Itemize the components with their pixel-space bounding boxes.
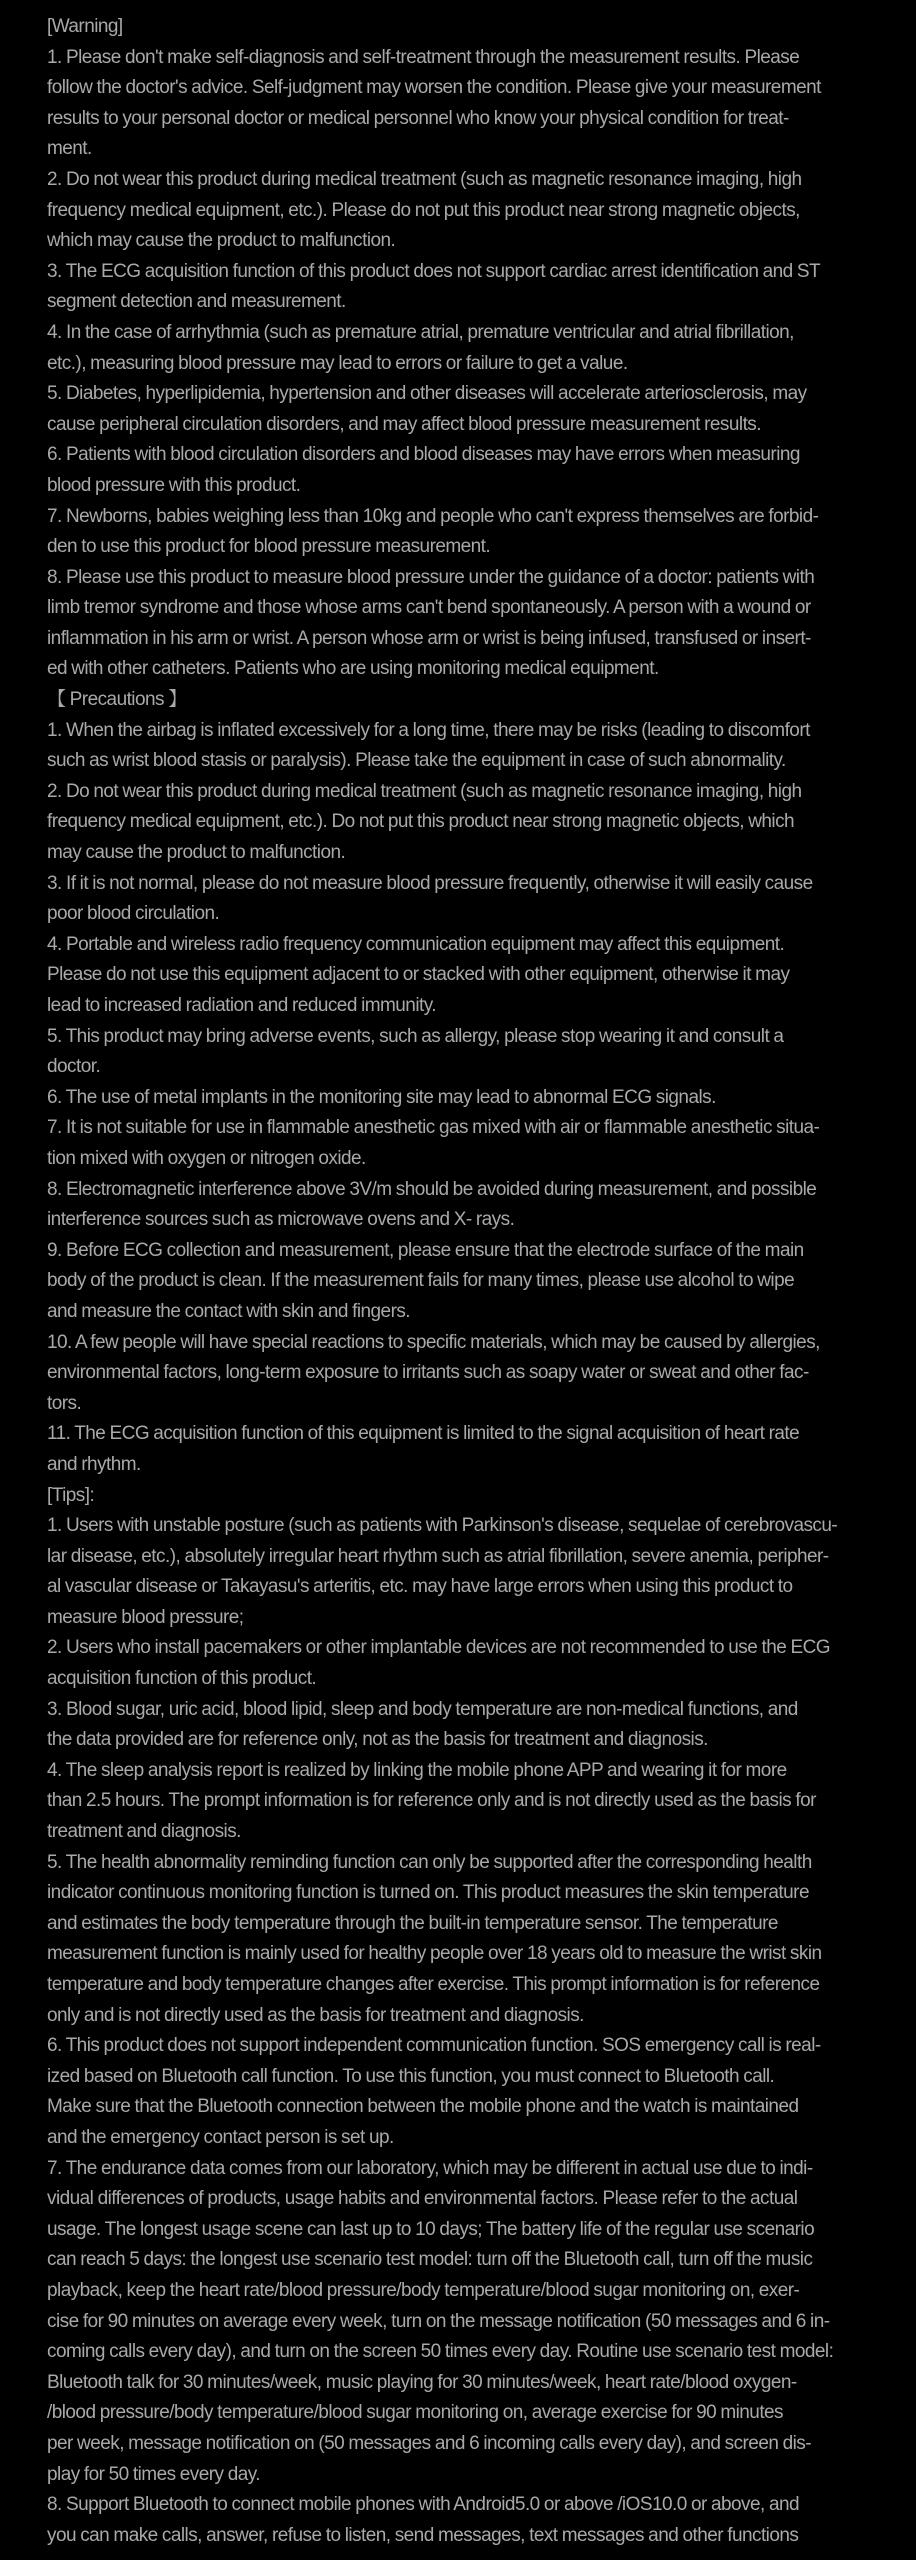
text-line: ment. [47,138,92,160]
text-line: etc.), measuring blood pressure may lead to errors or failure to get a value. [47,352,628,374]
text-line: follow the doctor's advice. Self-judgment may worsen the condition. Please give your measurement [47,77,821,99]
text-line: cise for 90 minutes on average every week, turn on the message notification (50 messages and 6 in- [47,2310,830,2332]
text-line: ed with other catheters. Patients who are using monitoring medical equipment. [47,658,659,680]
text-line: lar disease, etc.), absolutely irregular heart rhythm such as atrial fibrillation, severe anemia, peripher- [47,1545,829,1567]
section-heading-tips: [Tips]: [47,1484,95,1506]
text-line: blood pressure with this product. [47,474,301,496]
text-line: segment detection and measurement. [47,291,346,313]
text-line: 5. Diabetes, hyperlipidemia, hypertension and other diseases will accelerate arteriosclerosis, may [47,383,807,405]
text-line: and estimates the body temperature through the built-in temperature sensor. The temperature [47,1912,778,1934]
text-line: doctor. [47,1056,101,1078]
text-line: acquisition function of this product. [47,1668,317,1690]
text-line: 1. When the airbag is inflated excessively for a long time, there may be risks (leading to discomfort [47,719,810,741]
text-line: 3. If it is not normal, please do not measure blood pressure frequently, otherwise it will easily cause [47,872,813,894]
text-line: 9. Before ECG collection and measurement, please ensure that the electrode surface of the main [47,1239,804,1261]
tips-section [47,1481,877,2552]
text-line: tors. [47,1392,82,1414]
text-line: indicator continuous monitoring function is turned on. This product measures the skin temperature [47,1882,809,1904]
text-line: 6. Patients with blood circulation disorders and blood diseases may have errors when measuring [47,444,800,466]
warning-section [47,12,877,685]
text-line: 4. Portable and wireless radio frequency communication equipment may affect this equipment. [47,933,785,955]
text-line: 5. This product may bring adverse events, such as allergy, please stop wearing it and consult a [47,1025,784,1047]
text-line: lead to increased radiation and reduced immunity. [47,995,436,1016]
text-line: 1. Users with unstable posture (such as patients with Parkinson's disease, sequelae of cerebrovascu- [47,1515,838,1537]
text-line: measure blood pressure; [47,1606,244,1628]
precautions-section [47,685,877,1480]
text-line: 7. It is not suitable for use in flammable anesthetic gas mixed with air or flammable anesthetic situa- [47,1117,820,1139]
text-line: body of the product is clean. If the measurement fails for many times, please use alcohol to wipe [47,1270,795,1292]
text-line: such as wrist blood stasis or paralysis). Please take the equipment in case of such abnormality. [47,750,786,772]
text-line: 8. Please use this product to measure blood pressure under the guidance of a doctor: patients with [47,566,815,588]
text-line: 4. In the case of arrhythmia (such as premature atrial, premature ventricular and atrial fibrillation, [47,321,794,343]
text-line: you can make calls, answer, refuse to listen, send messages, text messages and other functions [47,2524,799,2546]
text-line: 11. The ECG acquisition function of this equipment is limited to the signal acquisition of heart rate [47,1423,800,1445]
text-line: coming calls every day), and turn on the screen 50 times every day. Routine use scenario test model: [47,2341,834,2363]
text-line: 3. Blood sugar, uric acid, blood lipid, sleep and body temperature are non-medical functions, and [47,1698,798,1720]
text-line: 10. A few people will have special reactions to specific materials, which may be caused by allergies, [47,1331,820,1353]
text-line: inflammation in his arm or wrist. A person whose arm or wrist is being infused, transfused or insert- [47,627,811,649]
text-line: 8. Support Bluetooth to connect mobile phones with Android5.0 or above /iOS10.0 or above, and [47,2494,800,2516]
text-line: 4. The sleep analysis report is realized by linking the mobile phone APP and wearing it for more [47,1759,787,1781]
text-line: play for 50 times every day. [47,2463,261,2485]
text-line: limb tremor syndrome and those whose arms can't bend spontaneously. A person with a wound or [47,597,811,619]
text-line: /blood pressure/body temperature/blood sugar monitoring on, average exercise for 90 minutes [47,2402,784,2424]
warning-lines [47,43,877,685]
text-line: may cause the product to malfunction. [47,842,346,864]
text-line: Make sure that the Bluetooth connection between the mobile phone and the watch is maintained [47,2096,799,2118]
text-line: 5. The health abnormality reminding function can only be supported after the corresponding health [47,1851,812,1873]
text-line: and the emergency contact person is set up. [47,2126,394,2148]
text-line: per week, message notification on (50 messages and 6 incoming calls every day), and screen dis- [47,2432,812,2454]
section-heading-precautions: 【 Precautions 】 [47,689,187,711]
text-line: 2. Do not wear this product during medical treatment (such as magnetic resonance imaging, high [47,780,802,802]
text-line: 2. Do not wear this product during medical treatment (such as magnetic resonance imaging, high [47,168,802,190]
text-line: temperature and body temperature changes after exercise. This prompt information is for reference [47,1974,820,1995]
text-line: frequency medical equipment, etc.). Do not put this product near strong magnetic objects, which [47,811,795,833]
text-line: than 2.5 hours. The prompt information is for reference only and is not directly used as the basis for [47,1790,816,1812]
text-line: interference sources such as microwave ovens and X- rays. [47,1209,515,1231]
text-line: 1. Please don't make self-diagnosis and self-treatment through the measurement results. Please [47,46,800,68]
text-line: al vascular disease or Takayasu's arteritis, etc. may have large errors when using this product to [47,1576,793,1598]
text-line: 6. This product does not support independent communication function. SOS emergency call is real- [47,2035,821,2057]
text-line: the data provided are for reference only, not as the basis for treatment and diagnosis. [47,1729,708,1751]
text-line: den to use this product for blood pressure measurement. [47,536,491,558]
text-line: results to your personal doctor or medical personnel who know your physical condition for treat- [47,107,789,129]
text-line: only and is not directly used as the basis for treatment and diagnosis. [47,2004,584,2026]
text-line: frequency medical equipment, etc.). Please do not put this product near strong magnetic objects, [47,199,800,221]
text-line: vidual differences of products, usage habits and environmental factors. Please refer to the actual [47,2188,798,2210]
text-line: 2. Users who install pacemakers or other implantable devices are not recommended to use the ECG [47,1637,830,1659]
section-heading-warning: [Warning] [47,16,123,37]
text-line: playback, keep the heart rate/blood pressure/body temperature/blood sugar monitoring on, exer- [47,2279,800,2301]
text-line: 7. The endurance data comes from our laboratory, which may be different in actual use due to indi- [47,2157,813,2179]
text-line: and rhythm. [47,1453,141,1475]
text-line: Bluetooth talk for 30 minutes/week, music playing for 30 minutes/week, heart rate/blood oxygen- [47,2371,797,2393]
text-line: poor blood circulation. [47,903,220,925]
text-line: environmental factors, long-term exposure to irritants such as soapy water or sweat and other fac- [47,1362,809,1384]
text-line: which may cause the product to malfunction. [47,230,396,252]
tips-lines [47,1511,877,2551]
text-line: cause peripheral circulation disorders, and may affect blood pressure measurement results. [47,413,761,435]
text-line: and measure the contact with skin and fingers. [47,1300,411,1322]
text-line: 8. Electromagnetic interference above 3V/m should be avoided during measurement, and possible [47,1178,817,1200]
text-line: tion mixed with oxygen or nitrogen oxide. [47,1147,366,1169]
text-line: measurement function is mainly used for healthy people over 18 years old to measure the wrist skin [47,1943,822,1965]
text-line: can reach 5 days: the longest use scenario test model: turn off the Bluetooth call, turn off the music [47,2249,813,2271]
text-line: treatment and diagnosis. [47,1821,241,1843]
text-line: Please do not use this equipment adjacent to or stacked with other equipment, otherwise it may [47,964,790,986]
text-line: 3. The ECG acquisition function of this product does not support cardiac arrest identification and ST [47,260,821,282]
text-line: usage. The longest usage scene can last up to 10 days; The battery life of the regular use scenario [47,2218,815,2240]
text-line: 7. Newborns, babies weighing less than 10kg and people who can't express themselves are forbid- [47,505,819,527]
precautions-lines [47,716,877,1481]
instruction-document [47,12,877,2551]
text-line: 6. The use of metal implants in the monitoring site may lead to abnormal ECG signals. [47,1086,716,1108]
text-line: ized based on Bluetooth call function. To use this function, you must connect to Bluetooth call. [47,2065,775,2087]
